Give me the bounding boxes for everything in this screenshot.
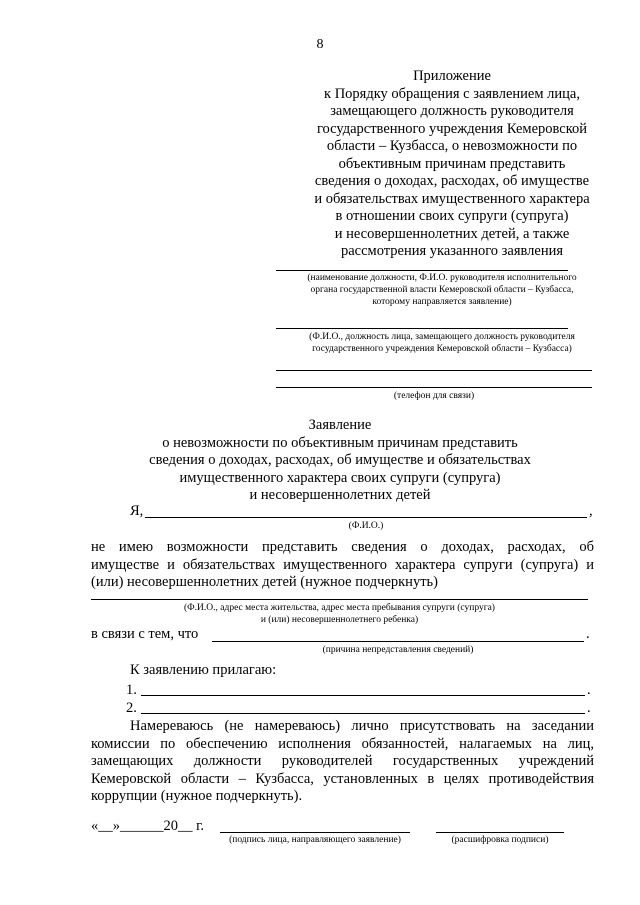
applicant-line[interactable] [276, 328, 568, 329]
annex-line: замещающего должность руководителя [330, 103, 574, 119]
reason-dot: . [586, 626, 590, 642]
phone-line[interactable] [276, 387, 592, 388]
annex-line: области – Кузбасса, о невозможности по [326, 138, 578, 154]
i-comma: , [589, 503, 593, 519]
attach-line-2[interactable] [141, 713, 585, 714]
attach-line-1[interactable] [141, 695, 585, 696]
recipient-caption: (наименование должности, Ф.И.О. руководителя исполнительного органа государственной власти Кемеровской области – Кузбасса, которому направляется заявление) [307, 273, 577, 307]
annex-line: государственного учреждения Кемеровской [316, 120, 588, 137]
annex-block [270, 68, 634, 261]
attach-label: К заявлению прилагаю: [130, 662, 277, 678]
annex-line: рассмотрения указанного заявления [340, 243, 564, 259]
page-number: 8 [316, 37, 324, 52]
paragraph-attendance: Намереваюсь (не намереваюсь) лично присутствовать на заседании комиссии по обеспечению исполнения обязанностей, налагаемых на лиц, замещающих должности руководителей государственных учреждений Кемеровской области – Кузбасса, установленных в целях противодействия коррупции (нужное подчеркнуть). [91, 718, 594, 804]
annex-line: в отношении своих супруги (супруга) [335, 208, 569, 224]
attach-dot-1: . [587, 682, 591, 698]
reason-prefix: в связи с тем, что [91, 626, 199, 642]
annex-heading: Приложение [413, 68, 491, 84]
attach-dot-2: . [587, 700, 591, 716]
signature-line[interactable] [220, 832, 410, 833]
statement-title: Заявление о невозможности по объективным причинам представить сведения о доходах, расходах, об имуществе и обязательствах имущественного характера своих супруги (супруга) и несовершеннолетних детей [149, 417, 531, 504]
annex-line: объективным причинам представить [338, 155, 566, 172]
i-prefix: Я, [130, 503, 144, 519]
reason-line[interactable] [212, 641, 584, 642]
paragraph-not-able: не имею возможности представить сведения о доходах, расходах, об имуществе и обязательствах имущественного характера супруги (супруга) и (или) несовершеннолетних детей (нужное подчеркнуть) [91, 539, 594, 590]
annex-line: и несовершеннолетних детей, а также [334, 225, 570, 242]
annex-line: и обязательствах имущественного характера [314, 190, 590, 207]
signature-caption: (подпись лица, направляющего заявление) [229, 835, 401, 845]
recipient-line[interactable] [276, 270, 568, 271]
attach-number-1: 1. [126, 682, 137, 698]
annex-line: сведения о доходах, расходах, об имуществе [314, 173, 590, 189]
attach-number-2: 2. [126, 700, 137, 716]
applicant-caption: (Ф.И.О., должность лица, замещающего должность руководителя государственного учреждения Кемеровской области – Кузбасса) [309, 332, 575, 354]
reason-caption: (причина непредставления сведений) [322, 645, 474, 655]
decode-caption: (расшифровка подписи) [451, 835, 549, 845]
phone-caption: (телефон для связи) [393, 391, 475, 401]
spouse-caption: (Ф.И.О., адрес места жительства, адрес места пребывания супруги (супруга) и (или) несовершеннолетнего ребенка) [184, 603, 495, 625]
spouse-line[interactable] [91, 599, 588, 600]
annex-line: к Порядку обращения с заявлением лица, [324, 85, 580, 102]
fio-caption: (Ф.И.О.) [348, 521, 384, 531]
fio-line[interactable] [145, 517, 587, 518]
decode-line[interactable] [436, 832, 564, 833]
extra-line[interactable] [276, 370, 592, 371]
date-field[interactable]: «__»______20__ г. [91, 818, 205, 834]
